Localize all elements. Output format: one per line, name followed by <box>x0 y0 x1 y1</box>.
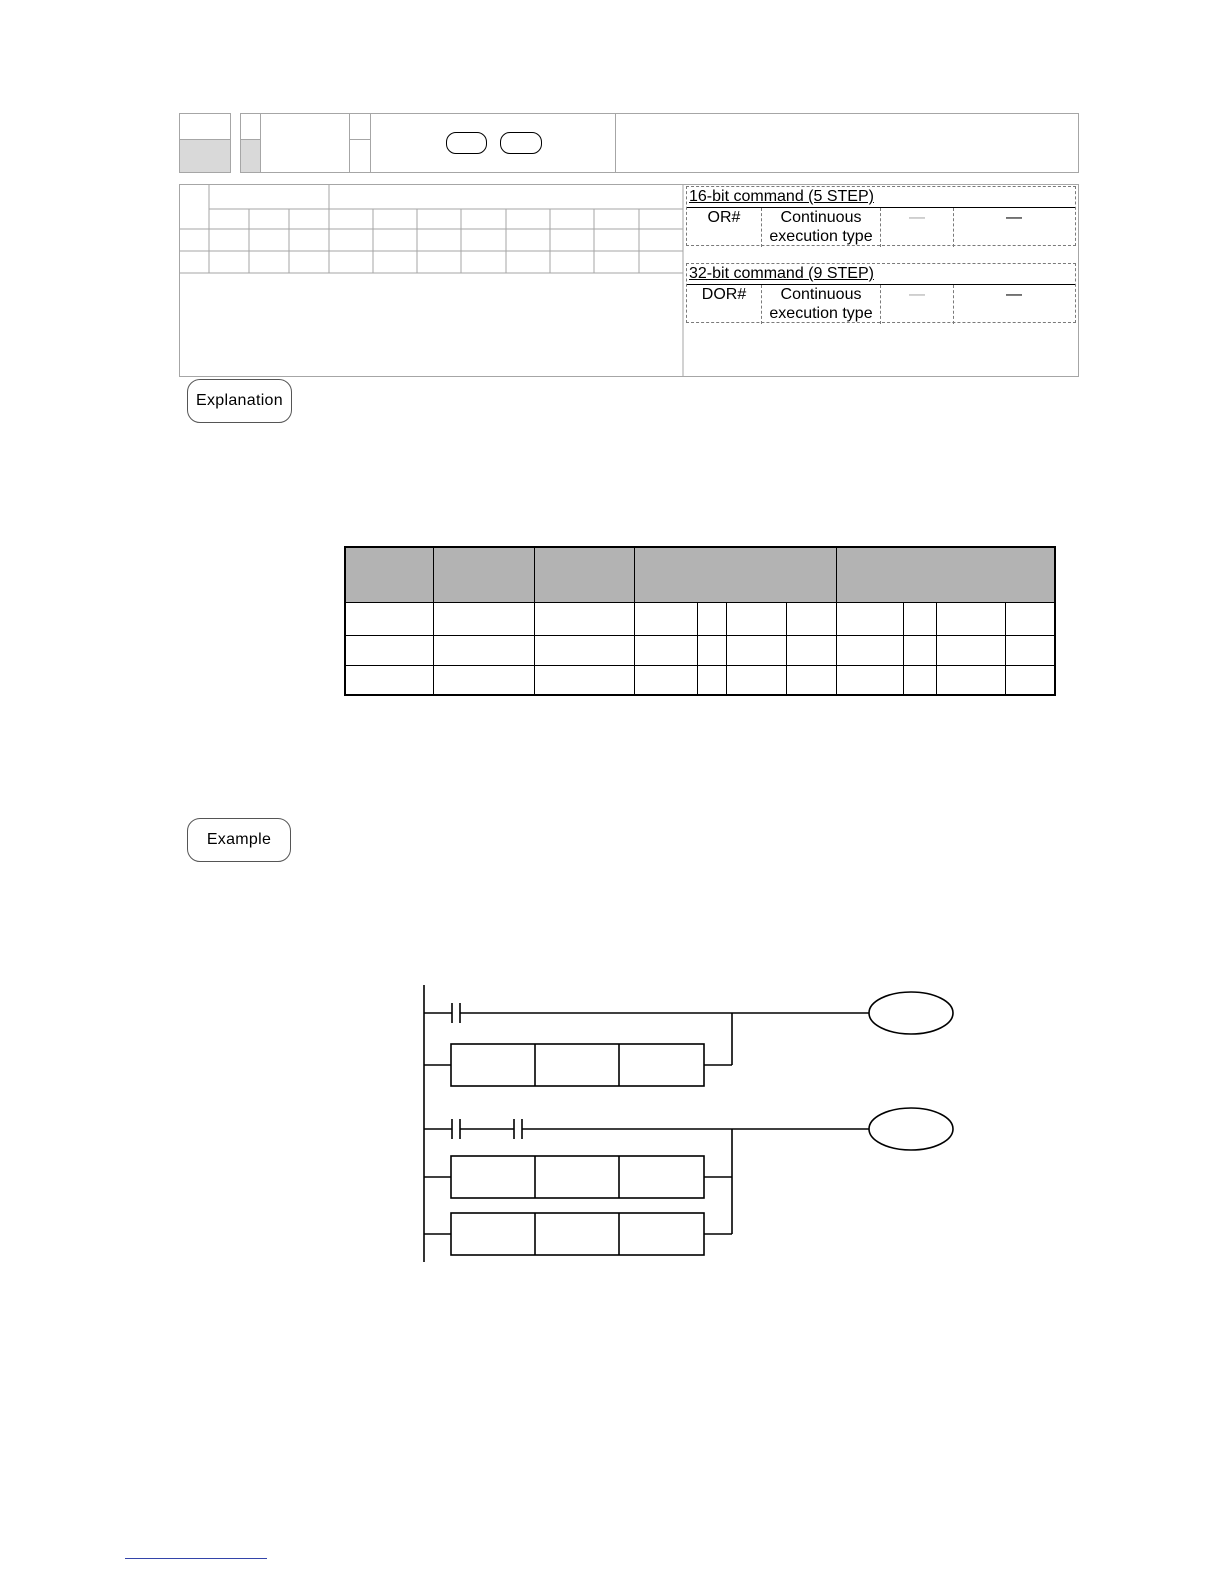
mnemonic-flag-divider <box>241 139 260 140</box>
cmd32-flag: — <box>1006 286 1022 303</box>
compare-block-2 <box>451 1156 704 1198</box>
operand-pill-s2 <box>500 132 542 154</box>
coil-2 <box>869 1108 953 1150</box>
mnemonic-flag-shade <box>241 139 260 172</box>
cmd32-type-cell <box>761 285 881 324</box>
table-row <box>345 602 1055 635</box>
cmd16-header: 16-bit command (5 STEP) <box>689 188 874 205</box>
api-number-box <box>179 113 231 173</box>
function-box <box>615 113 1079 173</box>
operand-pill-s1 <box>446 132 487 154</box>
cmd16-type-cell <box>761 208 881 247</box>
operation-table <box>344 546 1056 696</box>
cmd16-pulse: — <box>909 209 925 226</box>
header-cell <box>534 547 634 602</box>
cmd32-block <box>686 263 1076 323</box>
footer-link-underline <box>125 1558 267 1559</box>
cmd32-header: 32-bit command (9 STEP) <box>689 265 874 282</box>
operation-table-header <box>345 547 1055 602</box>
mnemonic-pulse-col <box>349 114 371 172</box>
mnemonic-flag-col <box>241 114 261 172</box>
mnemonic-box <box>240 113 616 173</box>
mnemonic-pulse-divider <box>350 139 370 140</box>
device-table <box>179 184 1079 377</box>
example-label: Example <box>187 818 291 862</box>
table-row <box>345 665 1055 695</box>
header-cell <box>634 547 836 602</box>
cmd16-name: OR# <box>707 209 741 226</box>
cmd16-block <box>686 186 1076 246</box>
compare-block-3 <box>451 1213 704 1255</box>
ladder-diagram <box>410 980 970 1270</box>
cmd16-type: Continuous execution type <box>769 209 873 245</box>
api-number-shade <box>180 139 230 172</box>
cmd16-flag: — <box>1006 209 1022 226</box>
header-cell <box>433 547 534 602</box>
explanation-label: Explanation <box>187 379 292 423</box>
cmd32-name: DOR# <box>701 286 747 303</box>
table-row <box>345 635 1055 665</box>
header-cell <box>345 547 433 602</box>
header-cell <box>836 547 1055 602</box>
cmd32-type: Continuous execution type <box>769 286 873 322</box>
compare-block-1 <box>451 1044 704 1086</box>
api-number-divider <box>180 139 230 140</box>
coil-1 <box>869 992 953 1034</box>
cmd32-pulse: — <box>909 286 925 303</box>
